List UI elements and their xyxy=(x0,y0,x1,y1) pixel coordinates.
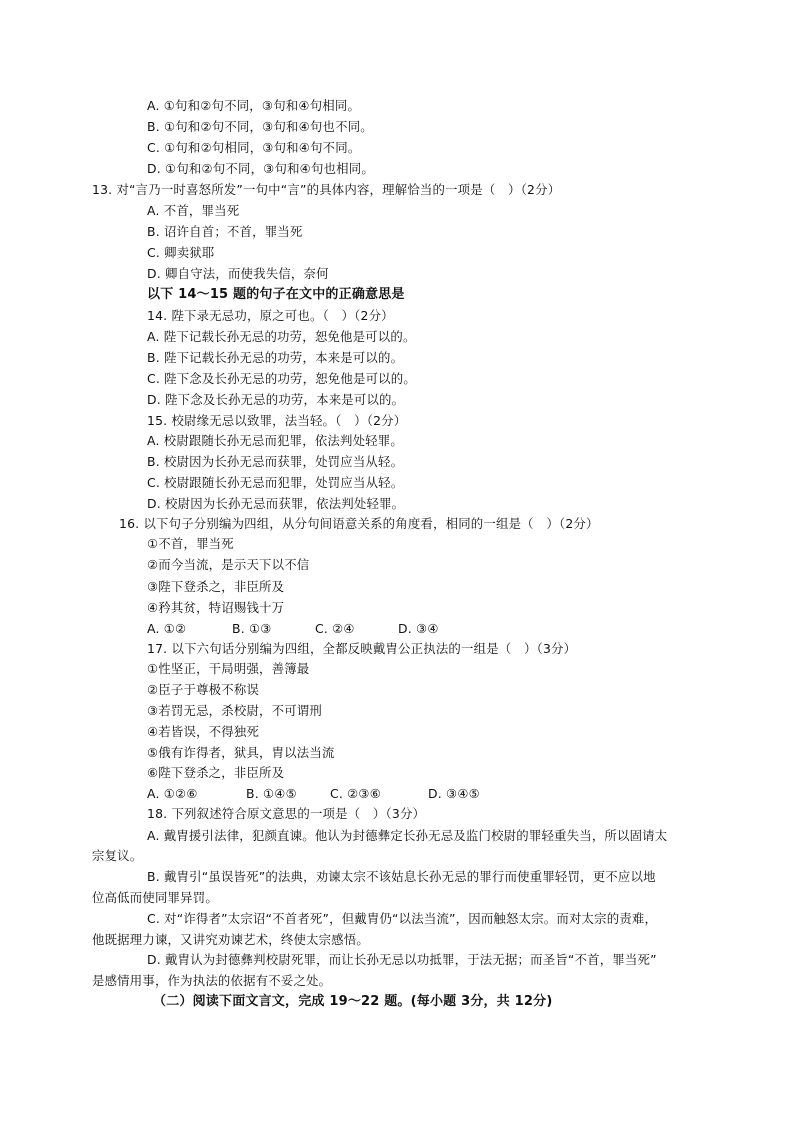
q14-stem: 14. 陛下录无忌功，原之可也。（ ）（2分） xyxy=(147,308,394,323)
q14-option-a: A. 陛下记载长孙无忌的功劳，恕免他是可以的。 xyxy=(147,329,416,344)
q18-option-d-line1: D. 戴胄认为封德彝判校尉死罪，而让长孙无忌以功抵罪，于法无据；而圣旨“不首，罪当死” xyxy=(147,952,657,967)
q16-option-c: C. ②④ xyxy=(315,621,355,636)
q17-option-c: C. ②③⑥ xyxy=(330,786,382,801)
q16-item-1: ①不首，罪当死 xyxy=(147,536,234,551)
q12-option-a: A. ①句和②句不同，③句和④句相同。 xyxy=(147,98,361,113)
q17-item-5: ⑤俄有诈得者，狱具，胄以法当流 xyxy=(147,745,335,760)
q16-stem: 16. 以下句子分别编为四组，从分句间语意关系的角度看，相同的一组是（ ）（2分） xyxy=(119,516,599,531)
q16-option-d: D. ③④ xyxy=(398,621,439,636)
q17-item-2: ②臣子于尊极不称误 xyxy=(147,682,260,697)
q14-option-d: D. 陛下念及长孙无忌的功劳，本来是可以的。 xyxy=(147,392,405,407)
q18-stem: 18. 下列叙述符合原文意思的一项是（ ）（3分） xyxy=(147,806,426,821)
section-heading-14-15: 以下 14～15 题的句子在文中的正确意思是 xyxy=(147,287,405,302)
q18-option-b-line2: 位高低而使同罪异罚。 xyxy=(92,890,218,905)
q13-option-a: A. 不首，罪当死 xyxy=(147,203,240,218)
q16-option-b: B. ①③ xyxy=(232,621,272,636)
q15-option-b: B. 校尉因为长孙无忌而获罪，处罚应当从轻。 xyxy=(147,454,404,469)
q14-option-c: C. 陛下念及长孙无忌的功劳，恕免他是可以的。 xyxy=(147,371,416,386)
q15-stem: 15. 校尉缘无忌以致罪，法当轻。（ ）（2分） xyxy=(147,413,407,428)
q13-option-b: B. 诏许自首；不首，罪当死 xyxy=(147,224,303,239)
q17-item-4: ④若皆误，不得独死 xyxy=(147,724,260,739)
q18-option-c-line2: 他既据理力谏，又讲究劝谏艺术，终使太宗感悟。 xyxy=(92,932,369,947)
q12-option-d: D. ①句和②句不同，③句和④句也相同。 xyxy=(147,161,374,176)
q13-option-c: C. 卿卖狱耶 xyxy=(147,245,215,260)
q18-option-c-line1: C. 对“诈得者”太宗诏“不首者死”，但戴胄仍“以法当流”，因而触怒太宗。而对太宗的责难， xyxy=(147,911,658,926)
q13-stem: 13. 对“言乃一时喜怒所发”一句中“言”的具体内容，理解恰当的一项是（ ）（2分） xyxy=(92,182,561,197)
q16-item-2: ②而今当流，是示天下以不信 xyxy=(147,557,310,572)
q17-option-d: D. ③④⑤ xyxy=(428,786,480,801)
q18-option-b-line1: B. 戴胄引“虽误皆死”的法典，劝谏太宗不该姑息长孙无忌的罪行而使重罪轻罚，更不应以地 xyxy=(147,869,656,884)
q18-option-a-line1: A. 戴胄援引法律，犯颜直谏。他认为封德彝定长孙无忌及监门校尉的罪轻重失当，所以固请太 xyxy=(147,828,668,843)
q18-option-a-line2: 宗复议。 xyxy=(92,848,143,863)
q16-option-a: A. ①② xyxy=(147,621,187,636)
q17-item-1: ①性坚正，干局明强，善簿最 xyxy=(147,661,310,676)
q12-option-c: C. ①句和②句相同，③句和④句不同。 xyxy=(147,140,361,155)
q15-option-a: A. 校尉跟随长孙无忌而犯罪，依法判处轻罪。 xyxy=(147,433,403,448)
q16-item-3: ③陛下登杀之，非臣所及 xyxy=(147,579,285,594)
q16-item-4: ④矜其贫，特诏赐钱十万 xyxy=(147,600,285,615)
section-2-heading: （二）阅读下面文言文，完成 19～22 题。(每小题 3分，共 12分) xyxy=(153,994,553,1009)
q14-option-b: B. 陛下记载长孙无忌的功劳，本来是可以的。 xyxy=(147,350,404,365)
q18-option-d-line2: 是感情用事，作为执法的依据有不妥之处。 xyxy=(92,973,332,988)
q17-stem: 17. 以下六句话分别编为四组，全都反映戴胄公正执法的一组是（ ）（3分） xyxy=(147,641,577,656)
q17-option-b: B. ①④⑤ xyxy=(246,786,297,801)
q12-option-b: B. ①句和②句不同，③句和④句也不同。 xyxy=(147,119,373,134)
q17-item-6: ⑥陛下登杀之，非臣所及 xyxy=(147,765,285,780)
q15-option-c: C. 校尉跟随长孙无忌而犯罪，处罚应当从轻。 xyxy=(147,475,404,490)
q13-option-d: D. 卿自守法，而使我失信，奈何 xyxy=(147,266,329,281)
q15-option-d: D. 校尉因为长孙无忌而获罪，依法判处轻罪。 xyxy=(147,496,405,511)
q17-item-3: ③若罚无忌，杀校尉，不可谓刑 xyxy=(147,703,322,718)
q17-option-a: A. ①②⑥ xyxy=(147,786,198,801)
